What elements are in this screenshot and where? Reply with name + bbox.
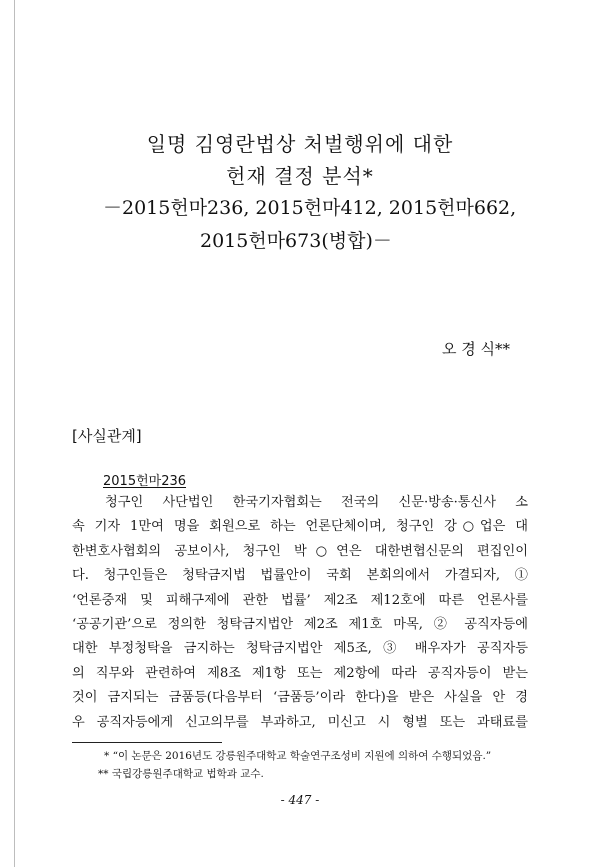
author-name: 오 경 식** [441, 340, 510, 358]
paper-subtitle-line-2: 2015헌마673(병합)－ [200, 230, 392, 252]
section-heading: [사실관계] [72, 427, 142, 445]
footnote-author-affiliation: ** 국립강릉원주대학교 법학과 교수. [98, 768, 264, 780]
body-paragraph [72, 491, 528, 735]
paper-title-line-1: 일명 김영란법상 처벌행위에 대한 [146, 132, 454, 156]
body-line: 다. 청구인들은 청탁금지법 법률안이 국회 본회의에서 가결되자, ① [72, 568, 528, 584]
page-number: - 447 - [280, 793, 320, 807]
paper-subtitle-line-1: －2015헌마236, 2015헌마412, 2015헌마662, [103, 197, 517, 219]
footnote-funding: * “이 논문은 2016년도 강릉원주대학교 학술연구조성비 지원에 의하여 수행되었음.” [104, 750, 492, 762]
body-line: 청구인 사단법인 한국기자협회는 전국의 신문·방송·통신사 소 [105, 495, 528, 510]
body-line: 것이 금지되는 금품등(다음부터 ‘금품등’이라 한다)을 받은 사실을 안 경 [72, 690, 528, 706]
body-line: 대한 부정청탁을 금지하는 청탁금지법안 제5조, ③ 배우자가 공직자등 [72, 641, 528, 657]
footnote-divider [72, 742, 222, 743]
body-line: ‘공공기관’으로 정의한 청탁금지법안 제2조 제1호 마목, ② 공직자등에 [72, 616, 528, 632]
body-line: 속 기자 1만여 명을 회원으로 하는 언론단체이며, 청구인 강○업은 대 [72, 519, 528, 535]
body-line: 우 공직자등에게 신고의무를 부과하고, 미신고 시 형벌 또는 과태료를 [72, 714, 528, 730]
body-line: 의 직무와 관련하여 제8조 제1항 또는 제2항에 따라 공직자등이 받는 [72, 665, 528, 681]
paper-title-line-2: 헌재 결정 분석* [226, 164, 374, 188]
body-line: 한변호사협회의 공보이사, 청구인 박○연은 대한변협신문의 편집인이 [72, 543, 528, 559]
case-number-label: 2015헌마236 [103, 474, 187, 489]
body-line: ‘언론중재 및 피해구제에 관한 법률’ 제2조 제12호에 따른 언론사를 [72, 592, 528, 608]
